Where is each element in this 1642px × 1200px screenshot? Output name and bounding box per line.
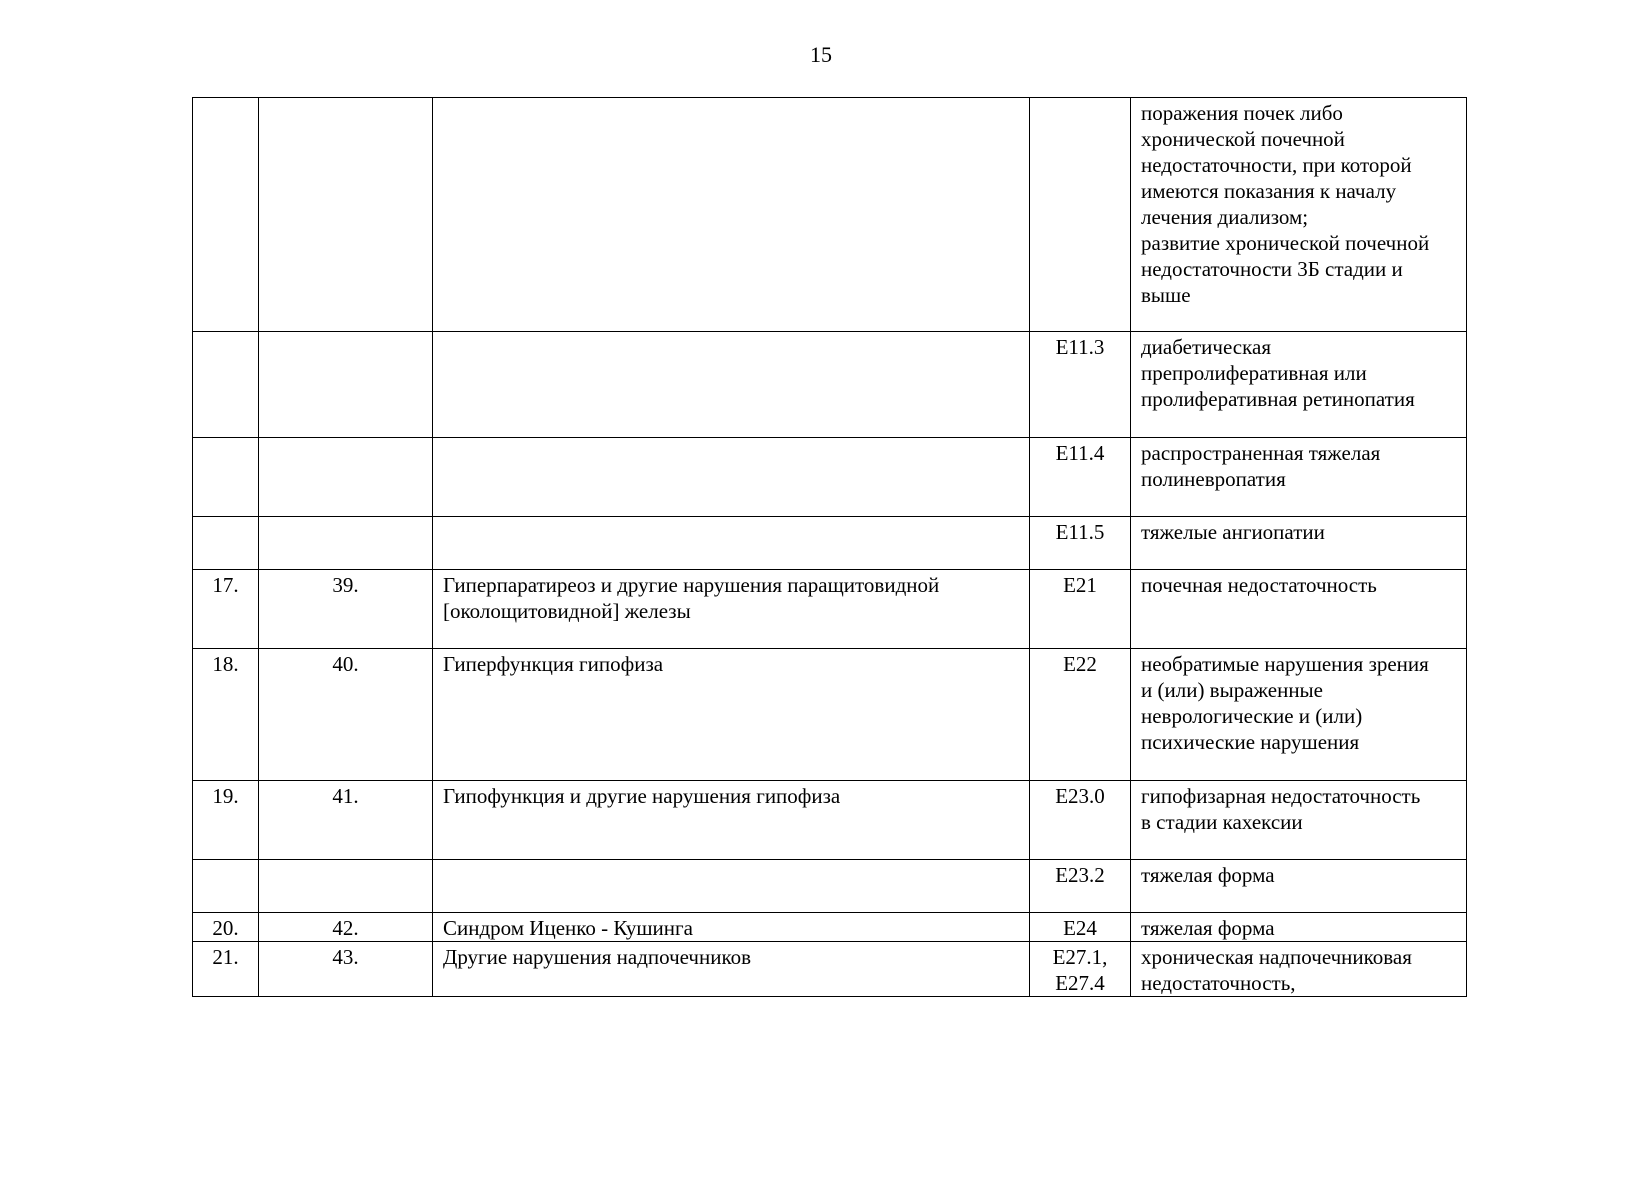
table-row <box>193 942 1467 997</box>
row-number: 19. <box>193 781 259 860</box>
disease-name <box>433 332 1030 438</box>
item-number <box>259 517 433 570</box>
table-row <box>193 649 1467 781</box>
condition-text: хроническая надпочечниковая недостаточность, <box>1131 942 1467 997</box>
disease-name <box>433 438 1030 517</box>
icd-code: E11.3 <box>1030 332 1131 438</box>
item-number <box>259 438 433 517</box>
icd-code: E21 <box>1030 570 1131 649</box>
icd-code: E11.5 <box>1030 517 1131 570</box>
disease-name: Гиперфункция гипофиза <box>433 649 1030 781</box>
icd-code: E27.1, E27.4 <box>1030 942 1131 997</box>
disease-name: Другие нарушения надпочечников <box>433 942 1030 997</box>
condition-text: распространенная тяжелая полиневропатия <box>1131 438 1467 517</box>
icd-code: E11.4 <box>1030 438 1131 517</box>
row-number <box>193 98 259 332</box>
item-number: 41. <box>259 781 433 860</box>
item-number <box>259 98 433 332</box>
icd-code: E23.2 <box>1030 860 1131 913</box>
row-number <box>193 517 259 570</box>
row-number: 18. <box>193 649 259 781</box>
row-number: 21. <box>193 942 259 997</box>
disease-table <box>192 97 1467 997</box>
item-number: 42. <box>259 913 433 942</box>
table-row <box>193 517 1467 570</box>
condition-text: необратимые нарушения зрения и (или) выраженные неврологические и (или) психические нарушения <box>1131 649 1467 781</box>
table-row <box>193 332 1467 438</box>
table-row <box>193 781 1467 860</box>
icd-code: E23.0 <box>1030 781 1131 860</box>
item-number: 43. <box>259 942 433 997</box>
condition-text: гипофизарная недостаточность в стадии кахексии <box>1131 781 1467 860</box>
page-number: 15 <box>810 42 832 67</box>
table-row <box>193 570 1467 649</box>
row-number: 20. <box>193 913 259 942</box>
table-row <box>193 860 1467 913</box>
row-number <box>193 860 259 913</box>
row-number <box>193 332 259 438</box>
condition-text: почечная недостаточность <box>1131 570 1467 649</box>
condition-text: диабетическая препролиферативная или пролиферативная ретинопатия <box>1131 332 1467 438</box>
disease-name: Гипофункция и другие нарушения гипофиза <box>433 781 1030 860</box>
table-row <box>193 98 1467 332</box>
disease-name <box>433 517 1030 570</box>
condition-text: тяжелые ангиопатии <box>1131 517 1467 570</box>
row-number <box>193 438 259 517</box>
icd-code: E24 <box>1030 913 1131 942</box>
condition-text: тяжелая форма <box>1131 913 1467 942</box>
table-row <box>193 438 1467 517</box>
icd-code: E22 <box>1030 649 1131 781</box>
row-number: 17. <box>193 570 259 649</box>
disease-name <box>433 860 1030 913</box>
item-number: 40. <box>259 649 433 781</box>
item-number <box>259 332 433 438</box>
condition-text: тяжелая форма <box>1131 860 1467 913</box>
disease-name: Синдром Иценко - Кушинга <box>433 913 1030 942</box>
table-row <box>193 913 1467 942</box>
condition-text: поражения почек либо хронической почечной недостаточности, при которой имеются показания к началу лечения диализом; развитие хронической почечной недостаточности 3Б стадии и выше <box>1131 98 1467 332</box>
disease-name <box>433 98 1030 332</box>
item-number <box>259 860 433 913</box>
disease-name: Гиперпаратиреоз и другие нарушения паращитовидной [околощитовидной] железы <box>433 570 1030 649</box>
item-number: 39. <box>259 570 433 649</box>
icd-code <box>1030 98 1131 332</box>
